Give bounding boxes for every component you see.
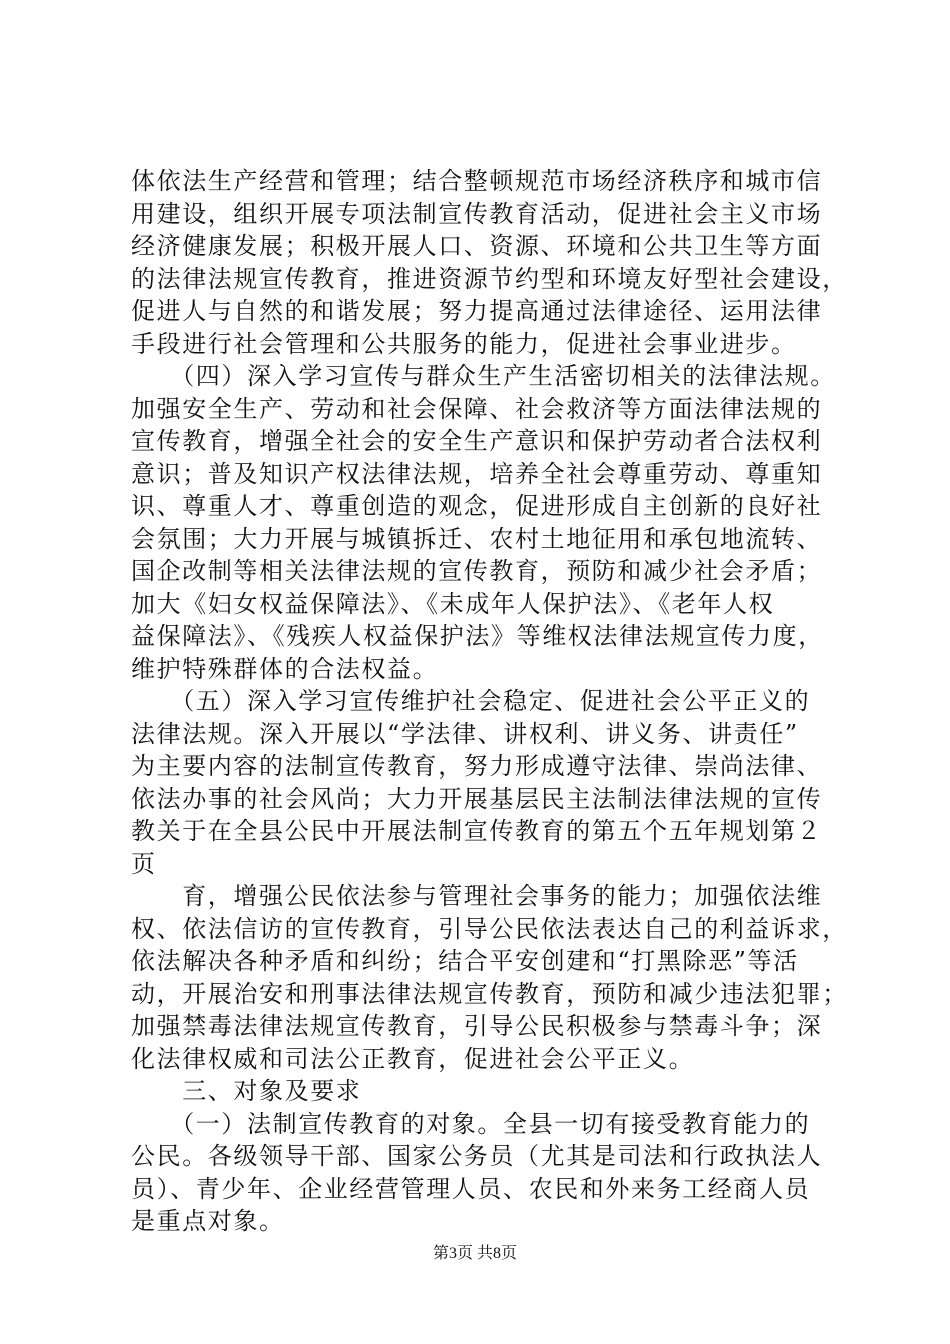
text-line: 为主要内容的法制宣传教育，努力形成遵守法律、崇尚法律、 <box>131 752 823 780</box>
text-line: 育，增强公民依法参与管理社会事务的能力；加强依法维 <box>131 882 823 910</box>
text-line: （一）法制宣传教育的对象。全县一切有接受教育能力的 <box>131 1109 811 1138</box>
text-line: 化法律权威和司法公正教育，促进社会公平正义。 <box>131 1044 695 1073</box>
text-line: 是重点对象。 <box>131 1207 285 1235</box>
text-line: 法律法规。深入开展以“学法律、讲权利、讲义务、讲责任” <box>131 719 799 748</box>
page-number-footer: 第3页 共8页 <box>432 1245 517 1262</box>
text-line: 依法办事的社会风尚；大力开展基层民主法制法律法规的宣传 <box>131 784 823 813</box>
text-line: 意识；普及知识产权法律法规，培养全社会尊重劳动、尊重知 <box>131 459 823 488</box>
text-line: 经济健康发展；积极开展人口、资源、环境和公共卫生等方面 <box>131 232 823 260</box>
text-line: 会氛围；大力开展与城镇拆迁、农村土地征用和承包地流转、 <box>131 524 823 553</box>
text-line: 权、依法信访的宣传教育，引导公民依法表达自己的利益诉求， <box>131 914 848 943</box>
text-line: 页 <box>131 849 157 878</box>
text-line: 识、尊重人才、尊重创造的观念，促进形成自主创新的良好社 <box>131 492 823 520</box>
text-line: （五）深入学习宣传维护社会稳定、促进社会公平正义的 <box>131 687 811 715</box>
text-line: 用建设，组织开展专项法制宣传教育活动，促进社会主义市场 <box>131 199 823 228</box>
text-line: 手段进行社会管理和公共服务的能力，促进社会事业进步。 <box>131 329 797 358</box>
text-line: 加强安全生产、劳动和社会保障、社会救济等方面法律法规的 <box>131 394 823 423</box>
text-line: 促进人与自然的和谐发展；努力提高通过法律途径、运用法律 <box>131 297 823 325</box>
text-line: 教关于在全县公民中开展法制宣传教育的第五个五年规划第２ <box>131 817 823 845</box>
text-line: 维护特殊群体的合法权益。 <box>131 654 439 683</box>
text-line: （四）深入学习宣传与群众生产生活密切相关的法律法规。 <box>131 362 836 390</box>
text-line: 宣传教育，增强全社会的安全生产意识和保护劳动者合法权利 <box>131 427 823 455</box>
text-line: 员）、青少年、企业经营管理人员、农民和外来务工经商人员 <box>131 1174 811 1203</box>
text-line: 益保障法》、《残疾人权益保护法》等维权法律法规宣传力度， <box>131 622 824 650</box>
text-line: 加强禁毒法律法规宣传教育，引导公民积极参与禁毒斗争；深 <box>131 1012 823 1040</box>
text-line: 体依法生产经营和管理；结合整顿规范市场经济秩序和城市信 <box>131 167 823 195</box>
text-line: 加大《妇女权益保障法》、《未成年人保护法》、《老年人权 <box>131 589 775 618</box>
body-text <box>131 165 848 1238</box>
text-line: 国企改制等相关法律法规的宣传教育，预防和减少社会矛盾； <box>131 557 823 585</box>
text-line: 依法解决各种矛盾和纠纷；结合平安创建和“打黑除恶”等活 <box>131 947 799 975</box>
text-line: 公民。各级领导干部、国家公务员（尤其是司法和行政执法人 <box>131 1142 823 1170</box>
text-line: 的法律法规宣传教育，推进资源节约型和环境友好型社会建设， <box>131 264 848 293</box>
section-heading: 三、对象及要求 <box>131 1077 362 1105</box>
text-line: 动，开展治安和刑事法律法规宣传教育，预防和减少违法犯罪； <box>131 979 848 1008</box>
